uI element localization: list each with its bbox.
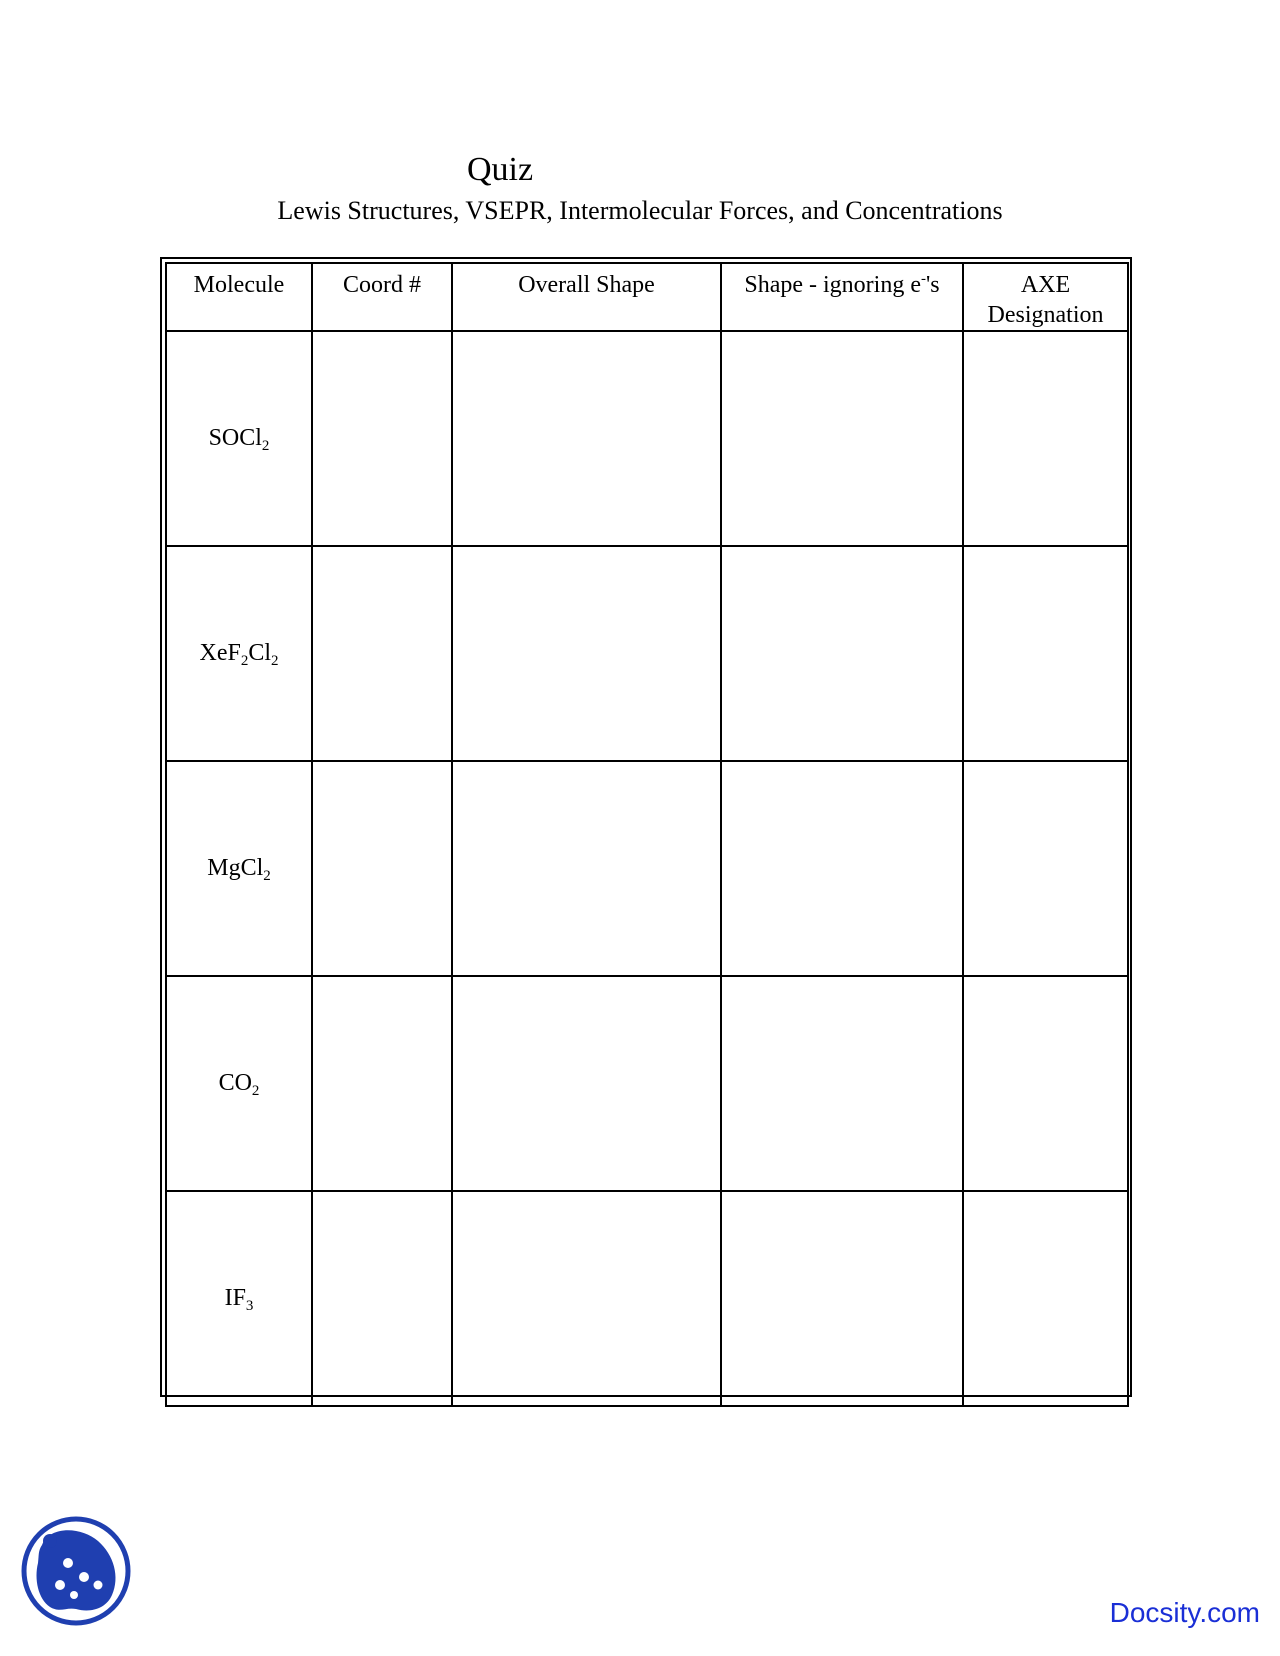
molecule-cell: [166, 761, 312, 976]
shape-ignoring-cell[interactable]: [721, 1191, 963, 1406]
quiz-title: Quiz: [466, 151, 534, 188]
formula-subscript: 2: [251, 1083, 260, 1099]
coord-cell[interactable]: [312, 1191, 452, 1406]
header-shape-ignoring: [721, 263, 963, 331]
table-row: [166, 546, 1128, 761]
axe-cell[interactable]: [963, 976, 1128, 1191]
coord-cell[interactable]: [312, 331, 452, 546]
overall-shape-cell[interactable]: [452, 546, 721, 761]
table-row: [166, 761, 1128, 976]
shape-ignoring-cell[interactable]: [721, 546, 963, 761]
molecule-cell: [166, 546, 312, 761]
table-header-row: [166, 263, 1128, 331]
table-row: [166, 1191, 1128, 1406]
axe-cell[interactable]: [963, 1191, 1128, 1406]
header-coord: Coord #: [312, 263, 452, 331]
axe-cell[interactable]: [963, 546, 1128, 761]
table-row: [166, 976, 1128, 1191]
header-overall-shape: Overall Shape: [452, 263, 721, 331]
header-axe-designation: [963, 263, 1128, 331]
header-axe-line1: AXE: [1020, 272, 1071, 298]
overall-shape-cell[interactable]: [452, 761, 721, 976]
formula-subscript: 3: [245, 1298, 254, 1314]
formula-part: Cl: [248, 640, 272, 666]
formula-subscript: 2: [240, 653, 249, 669]
shape-ignoring-cell[interactable]: [721, 976, 963, 1191]
docsity-logo-icon[interactable]: [20, 1515, 132, 1627]
overall-shape-cell[interactable]: [452, 331, 721, 546]
shape-ignoring-cell[interactable]: [721, 331, 963, 546]
molecule-cell: [166, 331, 312, 546]
axe-cell[interactable]: [963, 761, 1128, 976]
coord-cell[interactable]: [312, 976, 452, 1191]
formula-part: XeF: [199, 640, 241, 666]
coord-cell[interactable]: [312, 761, 452, 976]
quiz-subtitle: Lewis Structures, VSEPR, Intermolecular Forces, and Concentrations: [277, 196, 1003, 225]
formula-part: IF: [224, 1285, 246, 1311]
header-shape-ignoring-base: Shape - ignoring e: [744, 272, 921, 298]
axe-cell[interactable]: [963, 331, 1128, 546]
shape-ignoring-cell[interactable]: [721, 761, 963, 976]
molecule-cell: [166, 1191, 312, 1406]
formula-subscript: 2: [263, 868, 271, 884]
overall-shape-cell[interactable]: [452, 1191, 721, 1406]
formula-part: SOCl: [208, 425, 262, 451]
coord-cell[interactable]: [312, 546, 452, 761]
table-row: [166, 331, 1128, 546]
molecule-cell: [166, 976, 312, 1191]
formula-subscript: 2: [261, 438, 270, 454]
vsepr-table-frame: [160, 257, 1132, 1397]
header-molecule: Molecule: [166, 263, 312, 331]
docsity-brand-link[interactable]: Docsity.com: [1109, 1597, 1260, 1628]
formula-part: CO: [218, 1070, 252, 1096]
header-axe-line2: Designation: [987, 302, 1104, 328]
formula-part: MgCl: [207, 855, 264, 881]
header-shape-ignoring-sup: -: [920, 271, 926, 287]
overall-shape-cell[interactable]: [452, 976, 721, 1191]
header-shape-ignoring-tail: 's: [925, 272, 940, 298]
formula-subscript: 2: [271, 653, 279, 669]
vsepr-table: [165, 262, 1129, 1407]
